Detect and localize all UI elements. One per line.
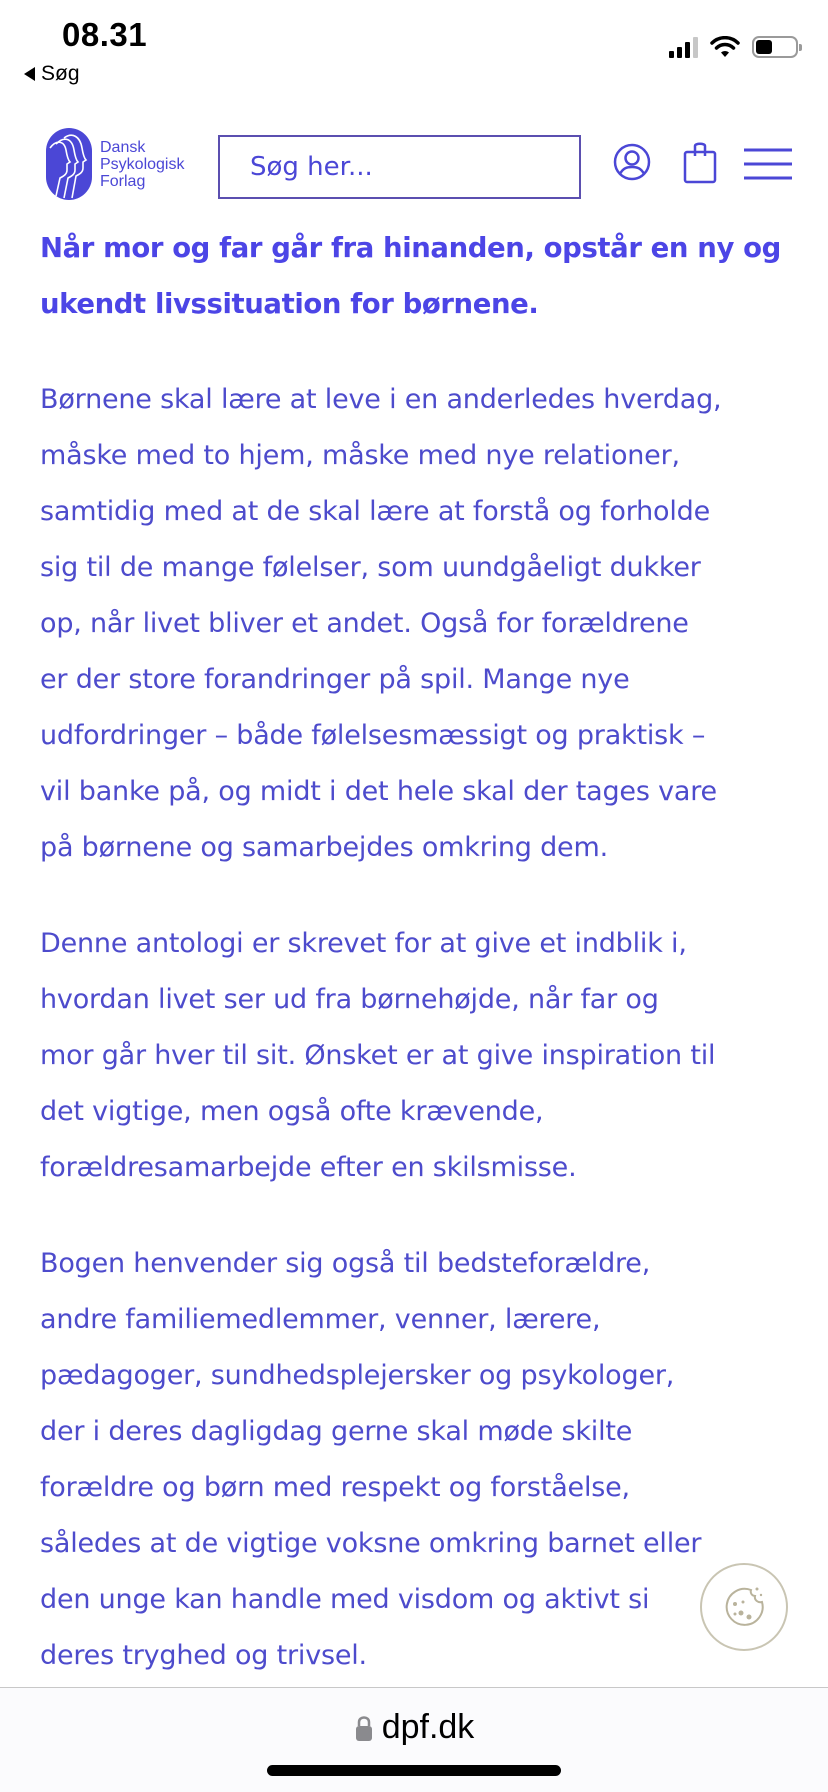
back-link-label: Søg <box>41 62 80 85</box>
back-to-search-link[interactable] <box>24 62 80 86</box>
shopping-bag-icon[interactable] <box>680 140 720 184</box>
search-input[interactable] <box>250 152 574 182</box>
cookie-icon <box>721 1584 767 1630</box>
battery-icon <box>752 36 798 58</box>
logo[interactable] <box>46 128 184 200</box>
search-box <box>218 135 581 199</box>
hamburger-menu-icon[interactable] <box>742 146 794 182</box>
body-paragraph-3: Bogen henvender sig også til bedsteforældre, andre familiemedlemmer, venner, lærere, pædagoger, sundhedsplejersker og psykologer, der i deres dagligdag gerne skal møde skilte forældre og børn med respekt og forståelse, således at de vigtige voksne omkring barnet eller den unge kan handle med visdom og aktivt si deres tryghed og trivsel. <box>40 1248 702 1671</box>
clock: 08.31 <box>62 16 148 53</box>
cellular-signal-icon <box>669 36 698 58</box>
status-bar <box>0 0 828 95</box>
product-description <box>40 220 800 1684</box>
browser-address-bar[interactable] <box>0 1688 828 1792</box>
home-indicator[interactable] <box>267 1765 561 1776</box>
wifi-icon <box>710 36 740 58</box>
lead-paragraph: Når mor og far går fra hinanden, opstår en ny og ukendt livssituation for børnene. <box>40 232 781 320</box>
url-row[interactable] <box>0 1708 828 1747</box>
status-icons <box>669 36 798 58</box>
logo-heads-icon <box>46 128 92 200</box>
cookie-settings-button[interactable] <box>700 1563 788 1651</box>
url-text: dpf.dk <box>381 1708 475 1746</box>
site-header <box>0 120 828 210</box>
back-arrow-icon <box>24 67 35 81</box>
body-paragraph-1: Børnene skal lære at leve i en anderledes hverdag, måske med to hjem, måske med nye relationer, samtidig med at de skal lære at forstå og forholde sig til de mange følelser, som uundgåeligt dukker op, når livet bliver et andet. Også for forældrene er der store forandringer på spil. Mange nye udfordringer – både følelsesmæssigt og praktisk – vil banke på, og midt i det hele skal der tages vare på børnene og samarbejdes omkring dem. <box>40 384 722 863</box>
logo-text: Dansk Psykologisk Forlag <box>100 138 185 190</box>
user-account-icon[interactable] <box>612 142 652 182</box>
body-paragraph-2: Denne antologi er skrevet for at give et indblik i, hvordan livet ser ud fra børnehøjde, når far og mor går hver til sit. Ønsket er at give inspiration til det vigtige, men også ofte krævende, forældresamarbejde efter en skilsmisse. <box>40 928 716 1183</box>
lock-icon <box>354 1714 374 1742</box>
